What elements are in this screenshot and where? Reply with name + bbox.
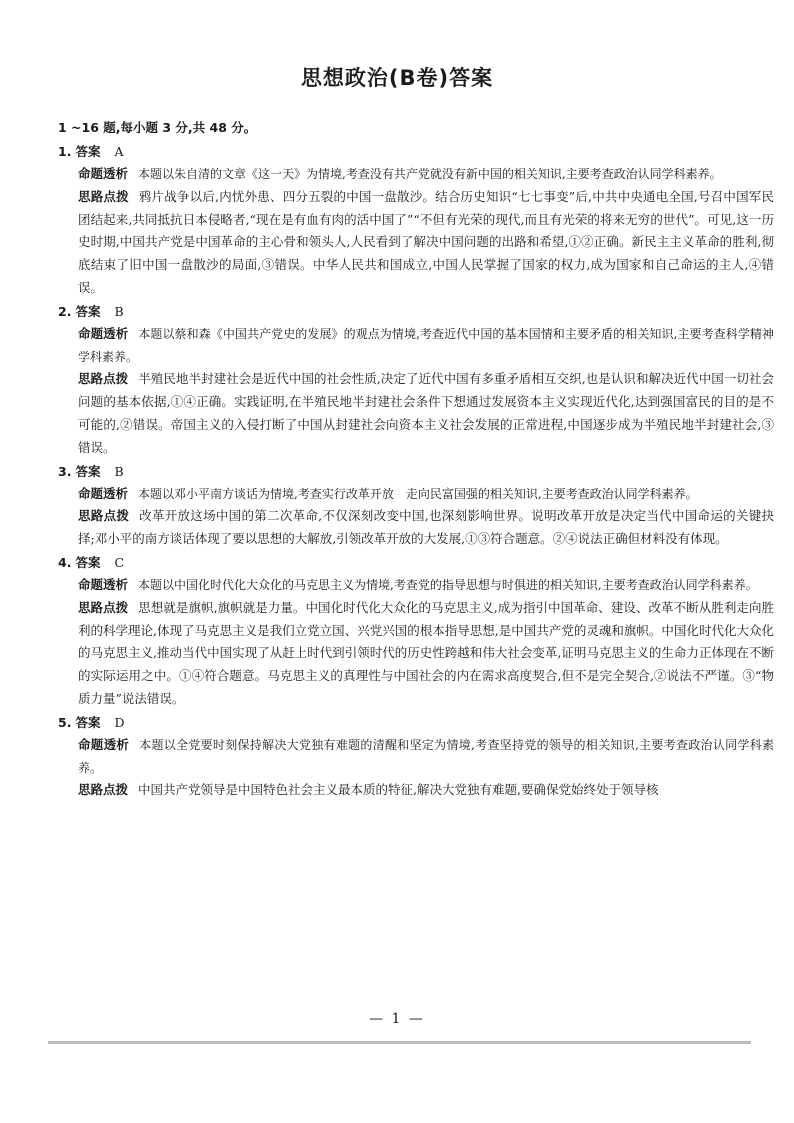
- answer-label: 答案: [75, 463, 101, 479]
- answer-value: B: [114, 303, 124, 319]
- hint-label: 思路点拨: [78, 508, 130, 524]
- answer-line: [58, 552, 774, 574]
- hint-paragraph: [78, 597, 774, 711]
- answer-item-1: [58, 141, 774, 300]
- analysis-paragraph: [78, 163, 774, 186]
- answer-line: [58, 712, 774, 734]
- answer-item-3: [58, 461, 774, 551]
- analysis-label: 命题透析: [78, 736, 130, 752]
- analysis-text: 本题以中国化时代化大众化的马克思主义为情境,考查党的指导思想与时俱进的相关知识,主要考查政治认同学科素养。: [138, 577, 758, 592]
- footer-divider: [48, 1041, 751, 1044]
- answer-item-5: [58, 712, 774, 802]
- page-number: — 1 —: [369, 1011, 425, 1027]
- analysis-text: 本题以朱自清的文章《这一天》为情境,考查没有共产党就没有新中国的相关知识,主要考查政治认同学科素养。: [138, 167, 722, 181]
- answer-label: 答案: [75, 303, 101, 319]
- analysis-text: 本题以蔡和森《中国共产党史的发展》的观点为情境,考查近代中国的基本国情和主要矛盾的相关知识,主要考查科学精神学科素养。: [78, 326, 774, 364]
- answer-label: 答案: [75, 144, 101, 159]
- answer-line: [58, 141, 774, 163]
- answer-label: 答案: [75, 714, 101, 730]
- hint-text: 改革开放这场中国的第二次革命,不仅深刻改变中国,也深刻影响世界。说明改革开放是决定当代中国命运的关键抉择;邓小平的南方谈话体现了要以思想的大解放,引领改革开放的大发展,①③符合题意。②④说法正确但材料没有体现。: [78, 508, 774, 547]
- analysis-label: 命题透析: [78, 166, 129, 181]
- analysis-paragraph: [78, 574, 774, 597]
- hint-paragraph: [78, 368, 774, 459]
- answer-line: [58, 461, 774, 483]
- question-number: 1.: [58, 144, 72, 159]
- hint-text: 中国共产党领导是中国特色社会主义最本质的特征,解决大党独有难题,要确保党始终处于领导核: [138, 782, 659, 798]
- hint-label: 思路点拨: [78, 782, 129, 798]
- hint-label: 思路点拨: [78, 599, 129, 615]
- analysis-label: 命题透析: [78, 576, 129, 592]
- answer-item-2: [58, 301, 774, 460]
- question-number: 3.: [58, 463, 72, 479]
- answer-line: [58, 301, 774, 323]
- hint-label: 思路点拨: [78, 188, 129, 204]
- analysis-label: 命题透析: [78, 485, 129, 501]
- answer-label: 答案: [75, 554, 101, 570]
- question-number: 4.: [58, 554, 72, 570]
- hint-text: 鸦片战争以后,内忧外患、四分五裂的中国一盘散沙。结合历史知识“七七事变”后,中共中央通电全国,号召中国军民团结起来,共同抵抗日本侵略者,“现在是有血有肉的活中国了”“不但有光荣的现代,而且有光荣的将来无穷的世代”。可见,这一历史时期,中国共产党是中国革命的主心骨和领头人,人民看到了解决中国问题的出路和希望,①②正确。新民主主义革命的胜利,彻底结束了旧中国一盘散沙的局面,③错误。中华人民共和国成立,中国人民掌握了国家的权力,成为国家和自己命运的主人,④错误。: [78, 188, 774, 295]
- analysis-label: 命题透析: [78, 325, 129, 341]
- hint-paragraph: [78, 505, 774, 551]
- hint-text: 半殖民地半封建社会是近代中国的社会性质,决定了近代中国有多重矛盾相互交织,也是认识和解决近代中国一切社会问题的基本依据,①④正确。实践证明,在半殖民地半封建社会条件下想通过发展资本主义实现近代化,达到强国富民的目的是不可能的,②错误。帝国主义的入侵打断了中国从封建社会向资本主义社会发展的正常进程,中国逐步成为半殖民地半封建社会,③错误。: [78, 371, 774, 455]
- analysis-paragraph: [78, 323, 774, 369]
- hint-text: 思想就是旗帜,旗帜就是力量。中国化时代化大众化的马克思主义,成为指引中国革命、建设、改革不断从胜利走向胜利的科学理论,体现了马克思主义是我们立党立国、兴党兴国的根本指导思想,是中国共产党的灵魂和旗帜。中国化时代化大众化的马克思主义,推动当代中国实现了从赶上时代到引领时代的历史性跨越和伟大社会变革,证明马克思主义的生命力正体现在不断的实际运用之中。①④符合题意。马克思主义的真理性与中国社会的内在需求高度契合,但不是完全契合,②说法不严谨。③“物质力量”说法错误。: [78, 599, 774, 706]
- analysis-text: 本题以邓小平南方谈话为情境,考查实行改革开放 走向民富国强的相关知识,主要考查政治认同学科素养。: [138, 486, 698, 501]
- hint-paragraph: [78, 779, 774, 802]
- answer-value: C: [114, 554, 125, 570]
- analysis-text: 本题以全党要时刻保持解决大党独有难题的清醒和坚定为情境,考查坚持党的领导的相关知识,主要考查政治认同学科素养。: [78, 737, 774, 775]
- question-number: 5.: [58, 714, 72, 730]
- answer-item-4: [58, 552, 774, 711]
- analysis-paragraph: [78, 734, 774, 780]
- section-intro: 1 ~16 题,每小题 3 分,共 48 分。: [58, 120, 257, 135]
- answer-value: B: [114, 463, 124, 479]
- answer-content: [58, 117, 774, 802]
- hint-label: 思路点拨: [78, 371, 129, 387]
- answer-value: A: [114, 144, 124, 159]
- page-title: 思想政治(B卷)答案: [300, 66, 494, 90]
- analysis-paragraph: [78, 483, 774, 506]
- answer-value: D: [114, 714, 125, 730]
- question-number: 2.: [58, 303, 72, 319]
- hint-paragraph: [78, 186, 774, 300]
